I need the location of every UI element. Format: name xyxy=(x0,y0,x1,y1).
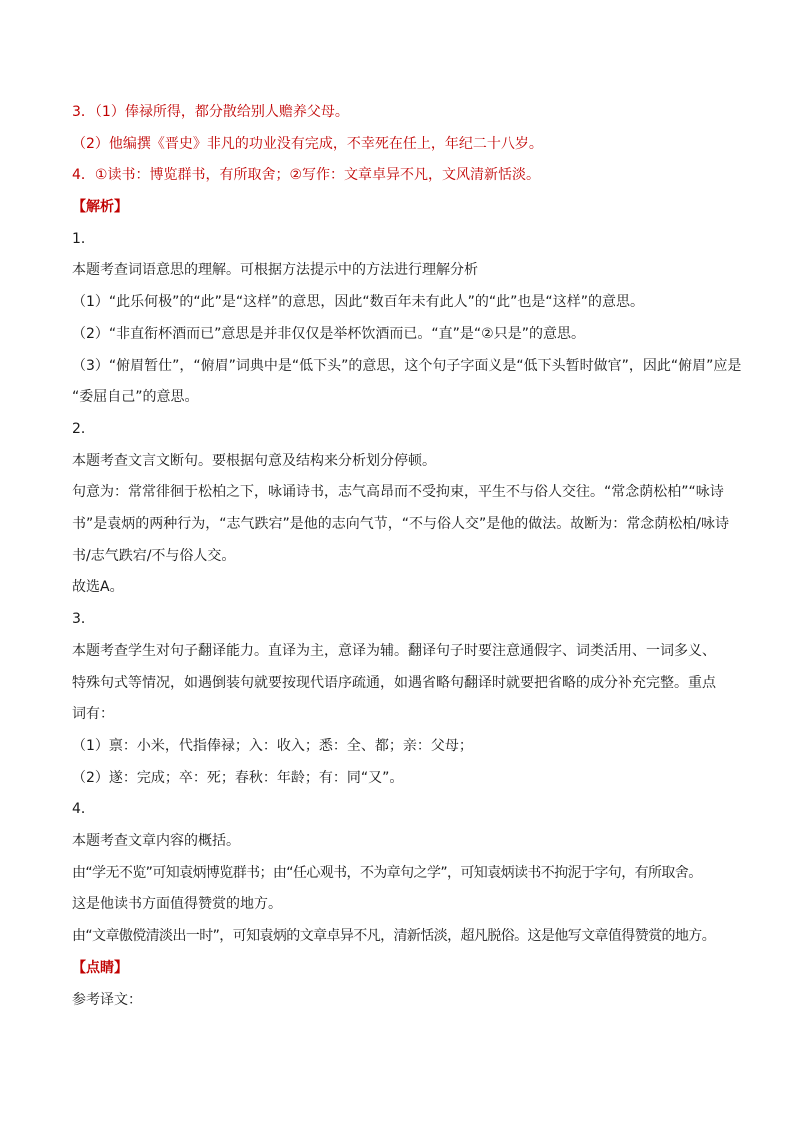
q4-part-2: 由“文章傲傥清淡出一时”，可知袁炳的文章卓异不凡，清新恬淡，超凡脱俗。这是他写文章值得赞赏的地方。 xyxy=(72,928,716,944)
answer-4: 4．①读书：博览群书，有所取舍；②写作：文章卓异不凡，文风清新恬淡。 xyxy=(72,167,541,183)
q1-part-3a: （3）“俯眉暂仕”，“俯眉”词典中是“低下头”的意思，这个句子字面义是“低下头暂时做官”，因此“俯眉”应是 xyxy=(72,358,742,374)
q1-part-2: （2）“非直衔杯酒而已”意思是并非仅仅是举杯饮酒而已。“直”是“②只是”的意思。 xyxy=(72,326,585,342)
q4-part-1a: 由“学无不览”可知袁炳博览群书；由“任心观书，不为章句之学”，可知袁炳读书不拘泥于字句，有所取舍。 xyxy=(72,865,702,881)
analysis-heading: 【解析】 xyxy=(72,199,128,215)
q2-choice: 故选A。 xyxy=(72,579,124,595)
q1-part-1: （1）“此乐何极”的“此”是“这样”的意思，因此“数百年未有此人”的“此”也是“这样”的意思。 xyxy=(72,294,644,310)
q3-intro-a: 本题考查学生对句子翻译能力。直译为主，意译为辅。翻译句子时要注意通假字、词类活用、一词多义、 xyxy=(72,643,716,659)
q2-meaning-b: 书”是袁炳的两种行为，“志气跌宕”是他的志向气节，“不与俗人交”是他的做法。故断为：常念荫松柏/咏诗 xyxy=(72,516,729,532)
q1-number: 1． xyxy=(72,231,95,247)
q2-number: 2． xyxy=(72,421,95,437)
q3-part-2: （2）遂：完成；卒：死；春秋：年龄；有：同“又”。 xyxy=(72,770,404,786)
translation-label: 参考译文： xyxy=(72,992,142,1008)
q3-intro-b: 特殊句式等情况，如遇倒装句就要按现代语序疏通，如遇省略句翻译时就要把省略的成分补充完整。重点 xyxy=(72,675,716,691)
q2-meaning-c: 书/志气跌宕/不与俗人交。 xyxy=(72,548,236,564)
q1-intro: 本题考查词语意思的理解。可根据方法提示中的方法进行理解分析 xyxy=(72,262,478,278)
q3-intro-c: 词有： xyxy=(72,706,114,722)
q3-number: 3． xyxy=(72,611,95,627)
q4-intro: 本题考查文章内容的概括。 xyxy=(72,833,240,849)
comment-heading: 【点睛】 xyxy=(72,960,128,976)
answer-3-2: （2）他编撰《晋史》非凡的功业没有完成，不幸死在任上，年纪二十八岁。 xyxy=(72,136,543,152)
q1-part-3b: “委屈自己”的意思。 xyxy=(72,389,199,405)
q2-intro: 本题考查文言文断句。要根据句意及结构来分析划分停顿。 xyxy=(72,453,436,469)
q4-number: 4． xyxy=(72,801,95,817)
q3-part-1: （1）禀：小米，代指俸禄；入：收入；悉：全、都；亲：父母； xyxy=(72,738,473,754)
answer-3-1: 3．（1）俸禄所得，都分散给别人赡养父母。 xyxy=(72,104,349,120)
q2-meaning-a: 句意为：常常徘徊于松柏之下，咏诵诗书，志气高昂而不受拘束，平生不与俗人交往。“常念荫松柏”“咏诗 xyxy=(72,484,724,500)
q4-part-1b: 这是他读书方面值得赞赏的地方。 xyxy=(72,896,282,912)
